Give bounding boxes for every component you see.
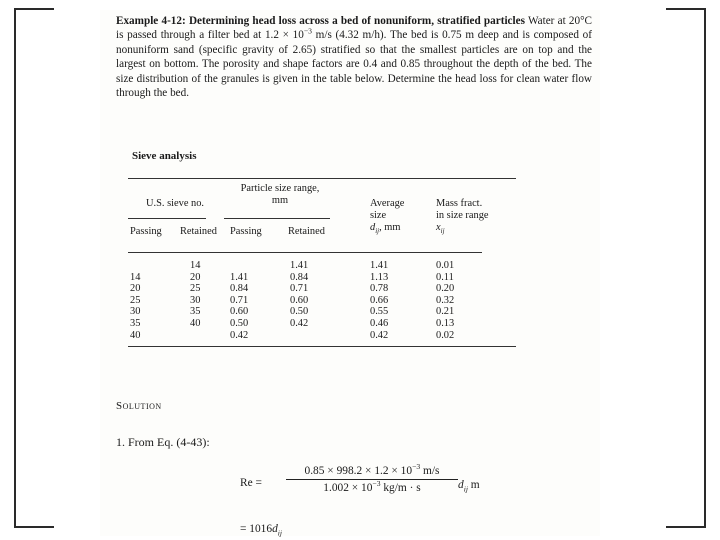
equation-suffix: $d_{ij}$ m [458,479,480,494]
header-passing: Passing [130,226,162,237]
table-cell: 35 [190,306,201,318]
col-sieve-passing [130,260,140,341]
col-mm-retained [290,260,308,341]
table-cell: 30 [190,294,201,306]
col-mass-fraction [436,260,454,341]
slide-frame-left [14,8,54,528]
table-cell: 14 [190,260,201,271]
table-cell [130,260,140,272]
table-cell: 25 [130,294,141,306]
header-particle-range: Particle size range, mm [240,183,320,206]
table-cell: 0.71 [230,294,249,306]
table-cell: 0.50 [290,306,309,318]
table-cell: 0.78 [370,283,389,295]
table-cell: 0.60 [290,294,309,306]
rule-under-range [224,218,330,219]
table-cell: 40 [130,329,141,341]
equation-lhs: Re = [240,477,262,489]
table-cell: 0.42 [230,329,249,341]
table-cell: 0.84 [290,271,309,283]
table-cell [230,260,248,272]
problem-exponent: −3 [303,26,312,36]
table-cell: 0.42 [290,317,309,329]
table-cell [190,330,200,342]
table-cell: 1.41 [230,271,249,283]
example-title: Determining head loss across a bed of nonuniform, stratified particles [188,15,525,27]
table-cell: 0.60 [230,306,249,318]
rule-under-sieve [128,218,206,219]
table-cell: 0.01 [436,260,455,271]
table-cell: 0.13 [436,317,455,329]
table-cell: 20 [130,283,141,295]
table-cell: 14 [130,271,141,283]
table-cell [290,330,308,342]
table-cell: 30 [130,306,141,318]
equation-result: = $1016d_{ij}$ [240,523,282,538]
header-mass-fraction: Mass fract. in size range $x_{ij}$ [436,198,489,236]
header-retained: Retained [180,226,217,237]
example-label: Example 4-12: [116,15,186,27]
header-average-size: Average size $d_{ij}$, mm [370,198,405,236]
textbook-page [100,10,600,536]
slide-frame-right [666,8,706,528]
sieve-analysis-heading: Sieve analysis [132,150,197,162]
table-cell: 1.13 [370,271,389,283]
table-cell: 40 [190,317,201,329]
solution-heading: Solution [116,400,162,412]
table-cell: 0.71 [290,283,309,295]
table-cell: 35 [130,317,141,329]
col-average-size [370,260,388,341]
problem-text-1: Water at 20°C is passed through a filter bed at 1.2 × 10 [116,15,593,42]
table-cell: 0.66 [370,294,389,306]
header-retained-mm: Retained [288,226,325,237]
table-cell: 1.41 [370,260,389,271]
table-cell: 20 [190,271,201,283]
col-sieve-retained [190,260,200,341]
table-cell: 0.46 [370,317,389,329]
table-bottom-rule [128,346,516,347]
table-cell: 0.11 [436,271,454,283]
table-cell: 0.21 [436,306,455,318]
table-cell: 0.50 [230,317,249,329]
table-cell: 0.84 [230,283,249,295]
equation-numerator: $0.85 \times 998.2 \times 1.2 \times 10^{-3}$ m/s [304,462,440,477]
table-cell: 25 [190,283,201,295]
header-bottom-rule [128,252,482,253]
table-cell: 0.02 [436,329,455,341]
table-cell: 0.42 [370,329,389,341]
table-cell: 0.55 [370,306,389,318]
problem-statement [116,14,592,100]
equation-fraction [286,462,458,494]
equation-denominator: $1.002 \times 10^{-3}$ kg/m · s [323,479,421,494]
problem-text-2: m/s (4.32 m/h). The bed is 0.75 m deep and is composed of nonuniform sand (specific gravity of 2.65) stratified so that the smallest particles are on top and the largest on bottom. The porosity and shape factors are 0.4 and 0.85 throughout the depth of the bed. The size distribution of the granules is given in the table below. Determine the head loss for clean water flow through the bed. [116,29,592,100]
header-passing-mm: Passing [230,226,262,237]
table-top-rule [128,178,516,179]
table-cell: 1.41 [290,260,309,271]
solution-step-1: 1. From Eq. (4-43): [116,435,210,449]
table-cell: 0.20 [436,283,455,295]
col-mm-passing [230,260,248,341]
table-cell: 0.32 [436,294,455,306]
header-us-sieve: U.S. sieve no. [146,198,205,209]
